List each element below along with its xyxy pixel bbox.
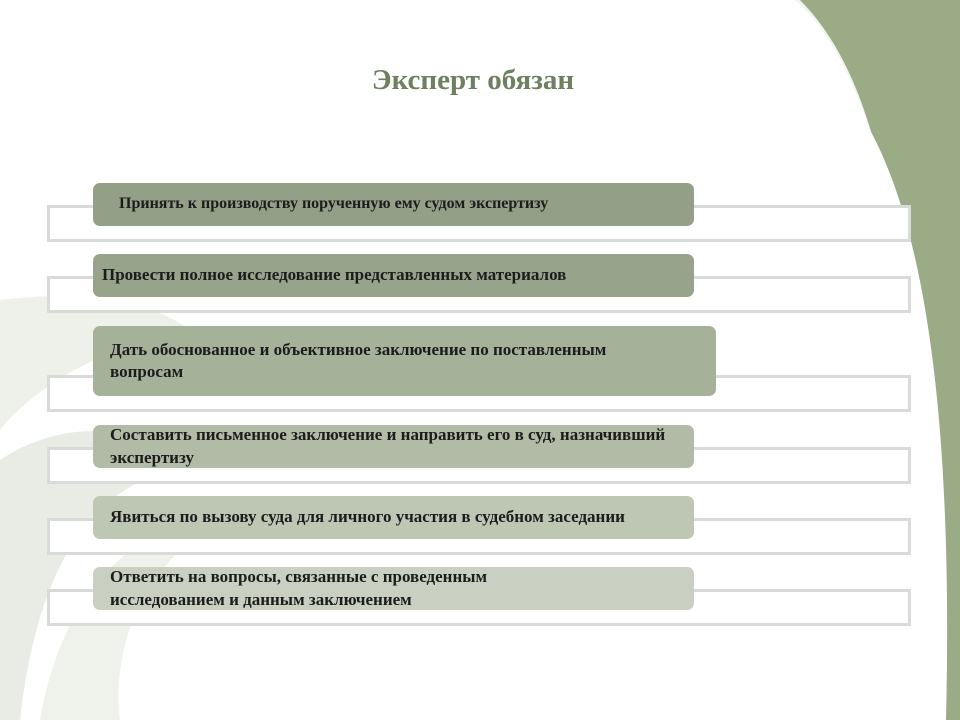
list-item [93,496,694,539]
list-item [93,254,694,297]
list-item-text: Принять к производству порученную ему судом экспертизу [119,195,549,213]
list-item [93,183,694,226]
list-item [93,326,716,396]
list-item [93,567,694,610]
list-item-text: Провести полное исследование представленных материалов [102,265,567,285]
list-item [93,425,694,468]
list-item-text: Ответить на вопросы, связанные с проведенным исследованием и данным заключением [110,567,488,609]
slide-title: Эксперт обязан [371,64,575,96]
list-item-text: Составить письменное заключение и направить его в суд, назначивший экспертизу [110,425,666,467]
list-item-text: Дать обоснованное и объективное заключение по поставленным вопросам [110,339,607,381]
list-item-text: Явиться по вызову суда для личного участия в судебном заседании [110,507,625,527]
